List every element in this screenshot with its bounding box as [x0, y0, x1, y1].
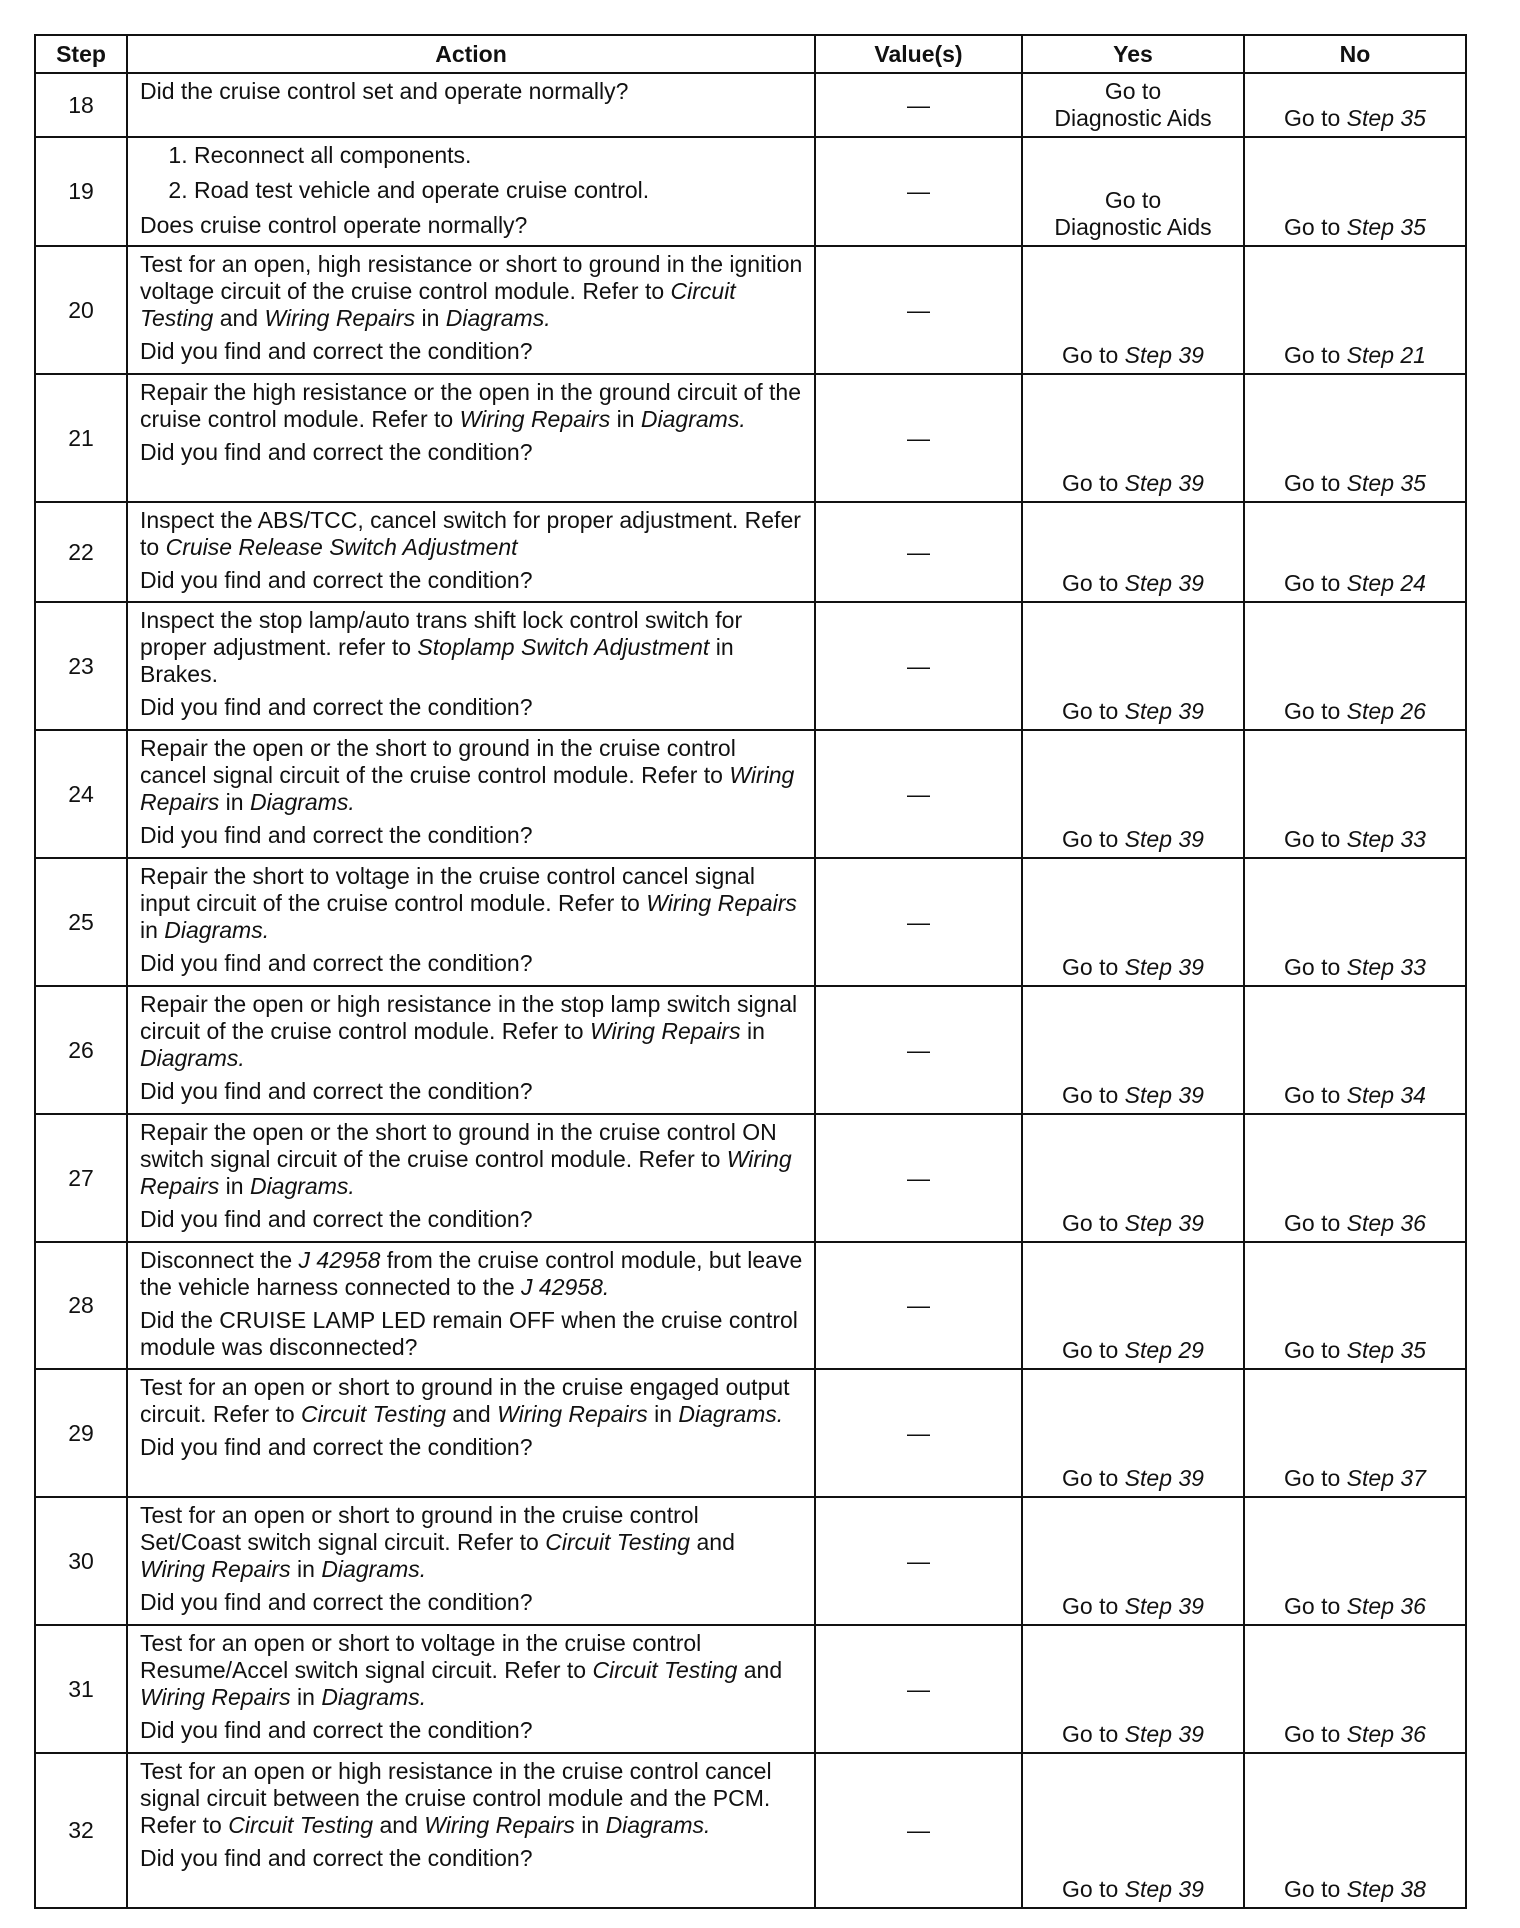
value-text: —	[907, 1675, 930, 1702]
reference-text: Step 39	[1124, 826, 1204, 852]
reference-text: Step 39	[1124, 1593, 1204, 1619]
no-result	[1244, 858, 1466, 986]
action-cell	[127, 1369, 815, 1497]
value-text: —	[907, 1164, 930, 1191]
action-cell	[127, 1114, 815, 1242]
value-cell	[815, 502, 1022, 602]
value-cell	[815, 1753, 1022, 1908]
reference-text: Wiring Repairs	[264, 305, 416, 331]
table-row	[35, 986, 1466, 1114]
yes-result	[1022, 137, 1244, 246]
text-segment: Repair the short to voltage in the cruise control cancel signal input circuit of the cruise control module. Refer to	[140, 863, 755, 916]
reference-text: Diagrams.	[249, 789, 355, 815]
reference-text: Step 24	[1346, 570, 1426, 596]
reference-text: Step 35	[1346, 1337, 1426, 1363]
reference-text: Diagrams.	[640, 406, 746, 432]
text-segment: Go to	[1284, 1465, 1347, 1491]
value-text: —	[907, 652, 930, 679]
text-segment: in Brakes.	[140, 634, 734, 687]
text-segment: Go to	[1284, 1721, 1347, 1747]
action-cell	[127, 858, 815, 986]
value-text: —	[907, 1036, 930, 1063]
action-cell	[127, 730, 815, 858]
text-segment: Inspect the ABS/TCC, cancel switch for proper adjustment. Refer to	[140, 507, 801, 560]
text-segment: Test for an open or high resistance in the cruise control cancel signal circuit between the cruise control module and the PCM. Refer to	[140, 1758, 772, 1838]
table-row	[35, 73, 1466, 137]
action-instruction	[140, 507, 806, 561]
value-cell	[815, 602, 1022, 730]
table-row	[35, 502, 1466, 602]
text-segment: Go to	[1062, 1337, 1125, 1363]
value-text: —	[907, 424, 930, 451]
text-segment: Go to	[1062, 1082, 1125, 1108]
text-segment: Did you find and correct the condition?	[140, 1845, 533, 1871]
value-cell	[815, 1369, 1022, 1497]
step-number: 19	[35, 137, 127, 246]
reference-text: Step 36	[1346, 1721, 1426, 1747]
action-question	[140, 1434, 806, 1461]
reference-text: Wiring Repairs	[459, 406, 611, 432]
text-segment: Test for an open or short to ground in the cruise engaged output circuit. Refer to	[140, 1374, 790, 1427]
action-step-item: 2. Road test vehicle and operate cruise control.	[194, 177, 806, 204]
table-row	[35, 137, 1466, 246]
reference-text: Step 26	[1346, 698, 1426, 724]
yes-result	[1022, 1114, 1244, 1242]
no-result	[1244, 374, 1466, 502]
action-question	[140, 1307, 806, 1361]
no-result	[1244, 137, 1466, 246]
table-row	[35, 1242, 1466, 1369]
action-cell	[127, 1625, 815, 1753]
value-cell	[815, 73, 1022, 137]
yes-result	[1022, 1369, 1244, 1497]
reference-text: Wiring Repairs	[140, 1556, 291, 1582]
step-number: 25	[35, 858, 127, 986]
reference-text: Step 21	[1346, 342, 1426, 368]
text-segment: and	[373, 1812, 425, 1838]
yes-result	[1022, 986, 1244, 1114]
step-number: 20	[35, 246, 127, 374]
text-segment: Did the CRUISE LAMP LED remain OFF when the cruise control module was disconnected?	[140, 1307, 798, 1360]
reference-text: Circuit Testing	[545, 1529, 691, 1555]
action-cell	[127, 1242, 815, 1369]
value-text: —	[907, 538, 930, 565]
text-segment: and	[737, 1657, 783, 1683]
reference-text: Step 33	[1346, 826, 1426, 852]
value-text: —	[907, 296, 930, 323]
no-result	[1244, 1753, 1466, 1908]
action-step-item: 1. Reconnect all components.	[194, 142, 806, 169]
action-question	[140, 567, 806, 594]
text-segment: Did you find and correct the condition?	[140, 1717, 533, 1743]
reference-text: Stoplamp Switch Adjustment	[417, 634, 710, 660]
value-cell	[815, 1497, 1022, 1625]
reference-text: J 42958	[298, 1247, 381, 1273]
text-segment: Go to	[1062, 570, 1125, 596]
value-text: —	[907, 178, 930, 204]
action-cell	[127, 73, 815, 137]
text-segment: Did you find and correct the condition?	[140, 567, 533, 593]
reference-text: Wiring Repairs	[646, 890, 797, 916]
text-segment: Go to	[1284, 470, 1347, 496]
action-cell	[127, 246, 815, 374]
no-result	[1244, 502, 1466, 602]
text-segment: Repair the high resistance or the open in the ground circuit of the cruise control module. Refer to	[140, 379, 802, 432]
action-instruction	[140, 607, 806, 688]
no-result	[1244, 730, 1466, 858]
text-segment: Go to	[1284, 1337, 1347, 1363]
action-cell	[127, 1497, 815, 1625]
text-segment: in	[219, 1173, 250, 1199]
table-row	[35, 1753, 1466, 1908]
text-segment: in	[647, 1401, 679, 1427]
action-question	[140, 1206, 806, 1233]
text-segment: Does cruise control operate normally?	[140, 212, 528, 238]
no-result	[1244, 1242, 1466, 1369]
reference-text: Circuit Testing	[301, 1401, 446, 1427]
no-result	[1244, 73, 1466, 137]
reference-text: J 42958.	[521, 1274, 610, 1300]
reference-text: Diagrams.	[249, 1173, 355, 1199]
text-segment: in	[140, 917, 165, 943]
reference-text: Step 39	[1124, 1876, 1204, 1902]
value-cell	[815, 246, 1022, 374]
reference-text: Step 39	[1124, 698, 1204, 724]
action-question	[140, 1589, 806, 1616]
text-segment: Go to	[1284, 570, 1347, 596]
text-segment: Go to	[1104, 187, 1162, 213]
value-text: —	[907, 1547, 930, 1574]
value-cell	[815, 986, 1022, 1114]
text-segment: Go to	[1284, 105, 1347, 131]
text-segment: Go to	[1062, 698, 1125, 724]
value-text: —	[907, 91, 930, 118]
text-segment: Repair the open or the short to ground in the cruise control cancel signal circuit of the cruise control module. Refer to	[140, 735, 736, 788]
text-segment: Repair the open or the short to ground in the cruise control ON switch signal circuit of the cruise control module. Refer to	[140, 1119, 777, 1172]
header-action: Action	[127, 35, 815, 73]
reference-text: Step 39	[1124, 954, 1204, 980]
reference-text: Diagrams.	[321, 1684, 427, 1710]
text-segment: Did you find and correct the condition?	[140, 950, 533, 976]
text-segment: Go to	[1062, 826, 1125, 852]
table-row	[35, 730, 1466, 858]
reference-text: Wiring Repairs	[589, 1018, 741, 1044]
action-cell	[127, 502, 815, 602]
text-segment: Go to	[1062, 342, 1125, 368]
action-cell	[127, 986, 815, 1114]
text-segment: Go to	[1284, 1876, 1347, 1902]
no-result	[1244, 1625, 1466, 1753]
step-number: 27	[35, 1114, 127, 1242]
text-segment: Diagnostic Aids	[1054, 105, 1212, 131]
reference-text: Step 37	[1346, 1465, 1426, 1491]
table-row	[35, 858, 1466, 986]
header-no: No	[1244, 35, 1466, 73]
reference-text: Step 33	[1346, 954, 1426, 980]
table-body	[35, 73, 1466, 1908]
text-segment: Go to	[1284, 954, 1347, 980]
action-question	[140, 1078, 806, 1105]
reference-text: Diagrams.	[678, 1401, 784, 1427]
step-number: 32	[35, 1753, 127, 1908]
text-segment: Go to	[1062, 1465, 1125, 1491]
reference-text: Step 39	[1124, 1210, 1204, 1236]
text-segment: Go to	[1062, 1721, 1125, 1747]
value-cell	[815, 1625, 1022, 1753]
text-segment: Did you find and correct the condition?	[140, 1206, 533, 1232]
action-instruction	[140, 735, 806, 816]
value-text: —	[907, 1817, 930, 1843]
table-row	[35, 1497, 1466, 1625]
text-segment: Go to	[1284, 698, 1347, 724]
reference-text: Diagrams.	[605, 1812, 711, 1838]
text-segment: in	[610, 406, 641, 432]
reference-text: Wiring Repairs	[140, 1684, 291, 1710]
text-segment: Go to	[1062, 954, 1125, 980]
reference-text: Step 39	[1124, 1465, 1204, 1491]
value-text: —	[907, 1292, 930, 1318]
step-number: 26	[35, 986, 127, 1114]
text-segment: in	[290, 1684, 322, 1710]
reference-text: Step 34	[1346, 1082, 1426, 1108]
text-segment: Go to	[1284, 1082, 1347, 1108]
action-instruction	[140, 379, 806, 433]
action-question	[140, 950, 806, 977]
action-instruction	[140, 212, 806, 239]
yes-result	[1022, 1753, 1244, 1908]
text-segment: Did you find and correct the condition?	[140, 439, 533, 465]
reference-text: Wiring Repairs	[140, 1146, 792, 1199]
table-row	[35, 1114, 1466, 1242]
reference-text: Cruise Release Switch Adjustment	[165, 534, 518, 560]
text-segment: in	[740, 1018, 765, 1044]
reference-text: Step 36	[1346, 1593, 1426, 1619]
step-number: 22	[35, 502, 127, 602]
action-question	[140, 338, 806, 365]
text-segment: Go to	[1284, 342, 1347, 368]
reference-text: Wiring Repairs	[497, 1401, 648, 1427]
value-text: —	[907, 1419, 930, 1446]
text-segment: Did you find and correct the condition?	[140, 1434, 533, 1460]
reference-text: Circuit Testing	[228, 1812, 374, 1838]
step-number: 23	[35, 602, 127, 730]
text-segment: Did the cruise control set and operate normally?	[140, 78, 629, 104]
reference-text: Diagrams.	[140, 1045, 245, 1071]
text-segment: Go to	[1062, 470, 1125, 496]
reference-text: Step 36	[1346, 1210, 1426, 1236]
text-segment: Did you find and correct the condition?	[140, 694, 533, 720]
reference-text: Diagrams.	[321, 1556, 427, 1582]
text-segment: Go to	[1284, 1593, 1347, 1619]
text-segment: Did you find and correct the condition?	[140, 1589, 533, 1615]
reference-text: Step 39	[1124, 1082, 1204, 1108]
action-cell	[127, 137, 815, 246]
text-segment: Go to	[1284, 214, 1347, 240]
no-result	[1244, 1497, 1466, 1625]
action-instruction	[140, 78, 806, 105]
text-segment: Did you find and correct the condition?	[140, 338, 533, 364]
header-values: Value(s)	[815, 35, 1022, 73]
text-segment: Go to	[1062, 1876, 1125, 1902]
text-segment: Test for an open, high resistance or short to ground in the ignition voltage circuit of the cruise control module. Refer to	[140, 251, 803, 304]
no-result	[1244, 246, 1466, 374]
reference-text: Diagrams.	[164, 917, 270, 943]
action-instruction	[140, 1119, 806, 1200]
text-segment: in	[290, 1556, 322, 1582]
yes-result	[1022, 374, 1244, 502]
no-result	[1244, 986, 1466, 1114]
action-question	[140, 694, 806, 721]
table-row	[35, 602, 1466, 730]
text-segment: in	[219, 789, 250, 815]
action-cell	[127, 374, 815, 502]
yes-result	[1022, 602, 1244, 730]
action-instruction	[140, 1630, 806, 1711]
text-segment: Go to	[1284, 826, 1347, 852]
reference-text: Step 39	[1124, 342, 1204, 368]
yes-result	[1022, 73, 1244, 137]
value-text: —	[907, 908, 930, 935]
step-number: 18	[35, 73, 127, 137]
action-cell	[127, 1753, 815, 1908]
text-segment: Go to	[1062, 1593, 1125, 1619]
text-segment: Test for an open or short to voltage in the cruise control Resume/Accel switch signal circuit. Refer to	[140, 1630, 702, 1683]
text-segment: Did you find and correct the condition?	[140, 822, 533, 848]
reference-text: Step 29	[1124, 1337, 1204, 1363]
text-segment: Go to	[1284, 1210, 1347, 1236]
action-instruction	[140, 991, 806, 1072]
value-cell	[815, 137, 1022, 246]
action-instruction	[140, 1758, 806, 1839]
text-segment: Repair the open or high resistance in the stop lamp switch signal circuit of the cruise control module. Refer to	[140, 991, 798, 1044]
yes-result	[1022, 246, 1244, 374]
value-cell	[815, 374, 1022, 502]
action-cell	[127, 602, 815, 730]
reference-text: Step 39	[1124, 470, 1204, 496]
text-segment: and	[213, 305, 265, 331]
yes-result	[1022, 502, 1244, 602]
no-result	[1244, 602, 1466, 730]
text-segment: Diagnostic Aids	[1054, 214, 1212, 240]
action-question	[140, 1845, 806, 1872]
diagnostic-steps-table	[34, 34, 1467, 1909]
yes-result	[1022, 1497, 1244, 1625]
value-cell	[815, 1114, 1022, 1242]
text-segment: Inspect the stop lamp/auto trans shift lock control switch for proper adjustment. refer to	[140, 607, 743, 660]
header-yes: Yes	[1022, 35, 1244, 73]
text-segment: in	[574, 1812, 606, 1838]
action-instruction	[140, 1374, 806, 1428]
header-step: Step	[35, 35, 127, 73]
reference-text: Circuit Testing	[140, 278, 736, 331]
value-text: —	[907, 780, 930, 807]
text-segment: in	[415, 305, 446, 331]
table-row	[35, 246, 1466, 374]
reference-text: Step 39	[1124, 570, 1204, 596]
no-result	[1244, 1114, 1466, 1242]
text-segment: Go to	[1062, 1210, 1125, 1236]
yes-result	[1022, 1625, 1244, 1753]
action-instruction	[140, 1502, 806, 1583]
reference-text: Wiring Repairs	[424, 1812, 575, 1838]
reference-text: Step 35	[1346, 214, 1426, 240]
text-segment: Did you find and correct the condition?	[140, 1078, 533, 1104]
yes-result	[1022, 858, 1244, 986]
yes-result	[1022, 730, 1244, 858]
reference-text: Step 35	[1346, 105, 1426, 131]
table-row	[35, 1369, 1466, 1497]
text-segment: and	[445, 1401, 498, 1427]
header-row	[35, 35, 1466, 73]
reference-text: Step 38	[1346, 1876, 1426, 1902]
action-question	[140, 1717, 806, 1744]
yes-result	[1022, 1242, 1244, 1369]
text-segment: Disconnect the	[140, 1247, 299, 1273]
value-cell	[815, 858, 1022, 986]
step-number: 24	[35, 730, 127, 858]
step-number: 30	[35, 1497, 127, 1625]
step-number: 29	[35, 1369, 127, 1497]
reference-text: Step 39	[1124, 1721, 1204, 1747]
reference-text: Circuit Testing	[592, 1657, 738, 1683]
action-question	[140, 439, 806, 466]
reference-text: Diagrams.	[445, 305, 551, 331]
text-segment: Go to	[1104, 78, 1162, 104]
step-number: 28	[35, 1242, 127, 1369]
action-steps-list	[140, 142, 806, 204]
step-number: 31	[35, 1625, 127, 1753]
action-instruction	[140, 251, 806, 332]
text-segment: and	[690, 1529, 735, 1555]
action-instruction	[140, 1247, 806, 1301]
no-result	[1244, 1369, 1466, 1497]
text-segment: Test for an open or short to ground in the cruise control Set/Coast switch signal circuit. Refer to	[140, 1502, 699, 1555]
table-row	[35, 374, 1466, 502]
action-instruction	[140, 863, 806, 944]
value-cell	[815, 1242, 1022, 1369]
step-number: 21	[35, 374, 127, 502]
reference-text: Step 35	[1346, 470, 1426, 496]
action-question	[140, 822, 806, 849]
value-cell	[815, 730, 1022, 858]
text-segment: from the cruise control module, but leave the vehicle harness connected to the	[140, 1247, 803, 1300]
reference-text: Wiring Repairs	[140, 762, 795, 815]
table-row	[35, 1625, 1466, 1753]
